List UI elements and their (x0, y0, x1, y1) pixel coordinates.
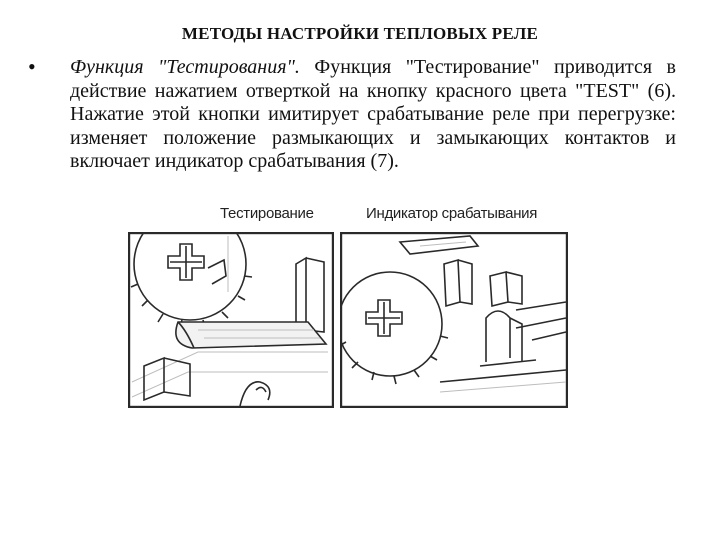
paragraph-text: Функция "Тестирование" приводится в действие нажатием отверткой на кнопку красного цвета "TEST" (6). Нажатие этой кнопки имитирует срабатывание реле при перегрузке: изменяет положение размыкающих и замыкающих контактов и включает индикатор срабатывания (7). (70, 56, 676, 172)
body-paragraph (70, 56, 676, 174)
bullet-icon: • (28, 54, 36, 79)
indicator-illustration (340, 232, 568, 413)
test-illustration (128, 232, 334, 413)
right-figure-caption: Индикатор срабатывания (366, 205, 538, 222)
trip-indicator-icon (340, 232, 568, 408)
screwdriver-test-icon (128, 232, 334, 408)
paragraph-lead: Функция "Тестирования". (70, 56, 300, 78)
page-title: МЕТОДЫ НАСТРОЙКИ ТЕПЛОВЫХ РЕЛЕ (181, 24, 539, 43)
left-figure-caption: Тестирование (220, 205, 314, 222)
